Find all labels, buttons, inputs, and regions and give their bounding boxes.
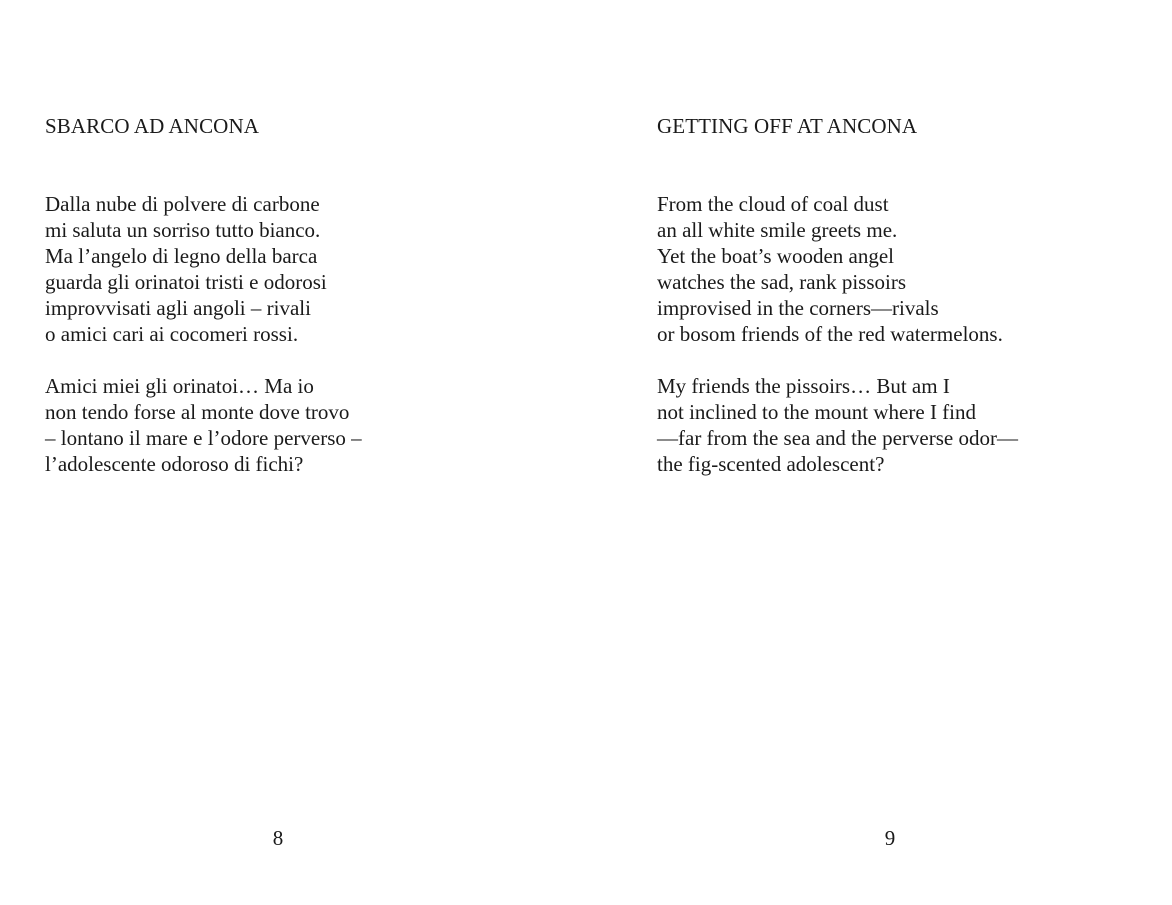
poem-line: – lontano il mare e l’odore perverso – [45,426,362,450]
stanza-2-english [657,373,1018,477]
stanza-1-english [657,191,1003,347]
poem-line: mi saluta un sorriso tutto bianco. [45,218,321,242]
poem-line: watches the sad, rank pissoirs [657,270,907,294]
poem-line: From the cloud of coal dust [657,192,889,216]
poem-title-italian: SBARCO AD ANCONA [45,114,259,138]
stanza-2-italian [45,373,362,477]
poem-line: —far from the sea and the perverse odor— [657,426,1018,450]
poem-line: an all white smile greets me. [657,218,898,242]
poem-line: not inclined to the mount where I find [657,400,977,424]
stanza-1-italian [45,191,327,347]
poem-title-english: GETTING OFF AT ANCONA [657,114,918,138]
poem-line: l’adolescente odoroso di fichi? [45,452,304,476]
poem-line: Amici miei gli orinatoi… Ma io [45,374,314,398]
poem-line: or bosom friends of the red watermelons. [657,322,1003,346]
page-number-left: 8 [272,826,284,850]
poem-line: improvvisati agli angoli – rivali [45,296,311,320]
poem-line: o amici cari ai cocomeri rossi. [45,322,299,346]
poem-line: guarda gli orinatoi tristi e odorosi [45,270,327,294]
poem-line: My friends the pissoirs… But am I [657,374,950,398]
page-number-right: 9 [884,826,896,850]
poem-line: Ma l’angelo di legno della barca [45,244,318,268]
poem-line: Yet the boat’s wooden angel [657,244,894,268]
poem-line: the fig-scented adolescent? [657,452,885,476]
poem-line: non tendo forse al monte dove trovo [45,400,350,424]
poem-line: Dalla nube di polvere di carbone [45,192,320,216]
right-page [586,0,1172,905]
poem-line: improvised in the corners—rivals [657,296,939,320]
